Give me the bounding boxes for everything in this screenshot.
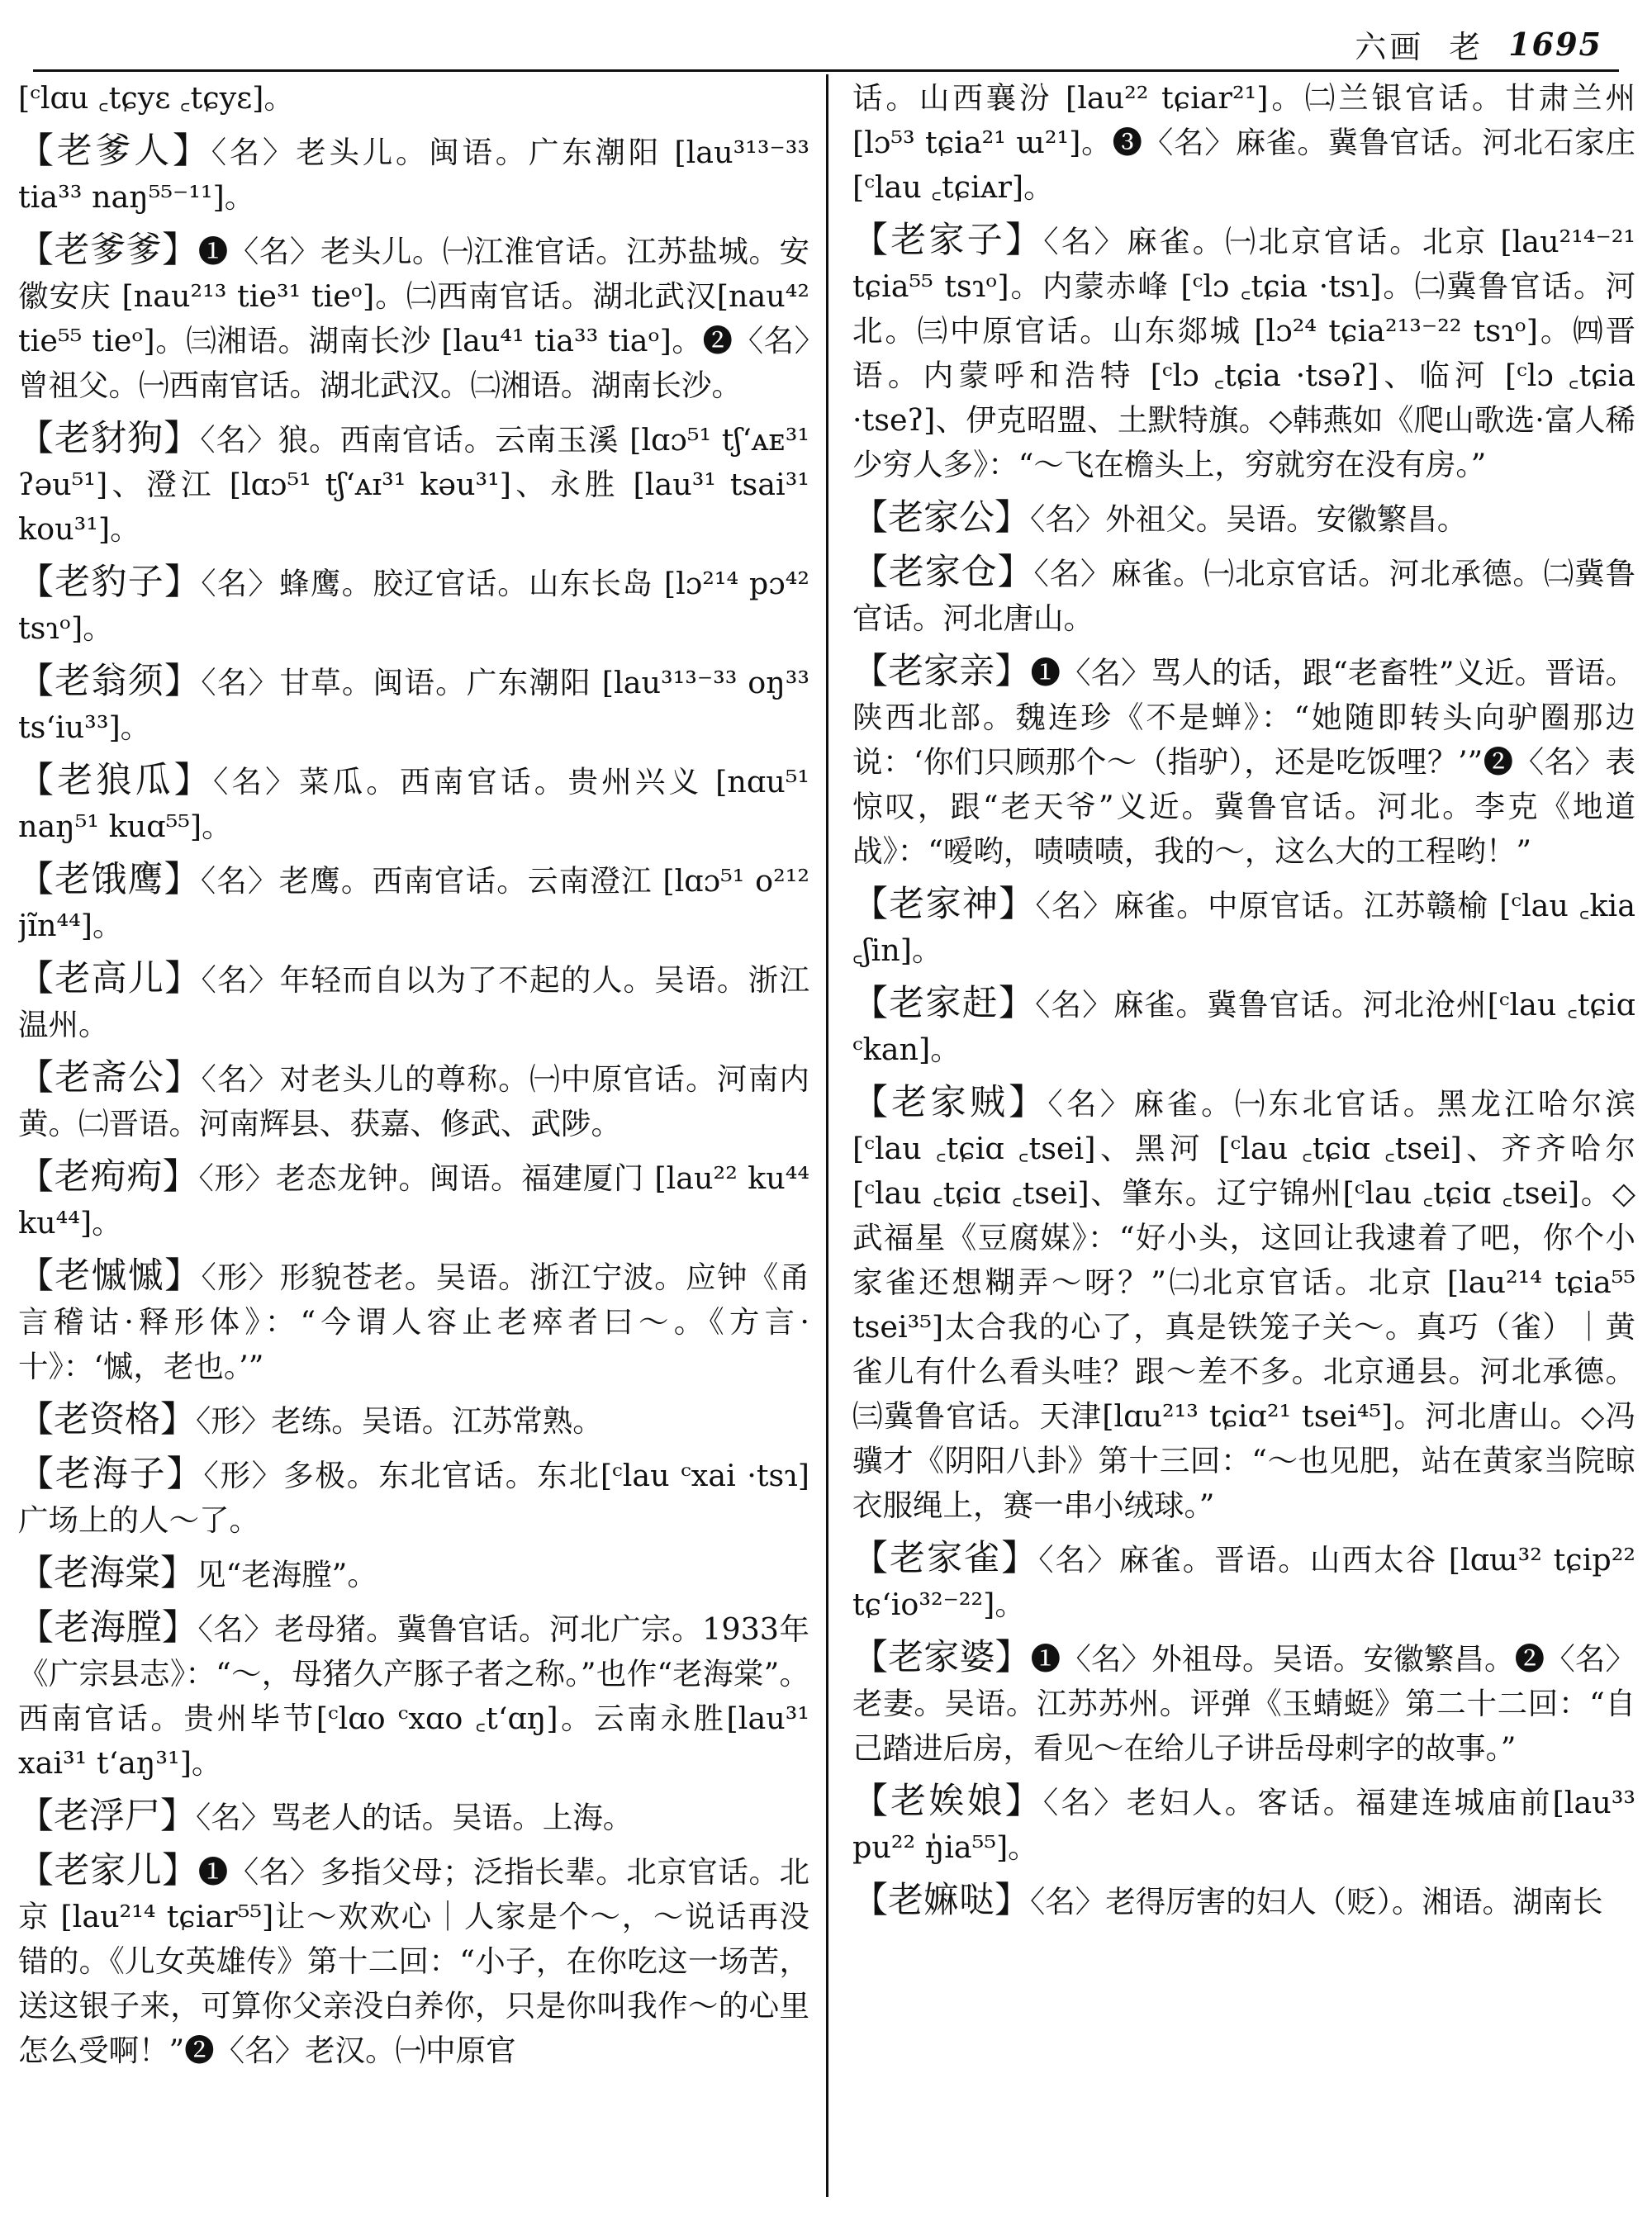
entry-headword: 【老资格】 (18, 1399, 196, 1440)
entry-headword: 【老家赶】 (852, 983, 1036, 1024)
entry-headword: 【老高儿】 (18, 958, 202, 999)
dictionary-entry (852, 496, 1635, 542)
entry-headword: 【老娭娘】 (852, 1781, 1043, 1822)
section-label: 六画 (1355, 28, 1425, 65)
entry-headword: 【老家仓】 (852, 552, 1034, 593)
entry-definition: 〈名〉麻雀。㈠北京官话。北京 [lau²¹⁴⁻²¹ tɕia⁵⁵ tsɿᵒ]。内蒙赤峰 [ᶜlɔ ꜀tɕia ·tsɿ]。㈡冀鲁官话。河北。㈢中原官话。山东郯城 [lɔ²⁴ tɕia²¹³⁻²² tsɿᵒ]。㈣晋语。内蒙呼和浩特 [ᶜlɔ ꜀tɕia ·tsəʔ]、临河 [ᶜlɔ ꜀tɕia ·tseʔ]、伊克昭盟、土默特旗。◇韩燕如《爬山歌选·富人稀少穷人多》：“～飞在檐头上，穷就穷在没有房。” (852, 224, 1635, 482)
dictionary-entry (852, 1536, 1635, 1627)
dictionary-entry (18, 129, 809, 220)
entry-headword: 【老海棠】 (18, 1553, 196, 1594)
dictionary-entry (18, 1397, 809, 1444)
entry-headword: 【老家婆】 (852, 1637, 1031, 1678)
entry-definition: 〈名〉老母猪。冀鲁官话。河北广宗。1933年《广宗县志》：“～，母猪久产豚子者之称。”也作“老海棠”。西南官话。贵州毕节[ᶜlɑo ᶜxɑo ꜀tʻɑŋ]。云南永胜[lau³¹ xai³¹ tʻaŋ³¹]。 (18, 1611, 809, 1781)
entry-headword: 【老海子】 (18, 1454, 204, 1495)
entry-headword: 【老家公】 (852, 497, 1030, 539)
dictionary-entry (852, 550, 1635, 641)
entry-definition: 话。山西襄汾 [lau²² tɕiar²¹]。㈡兰银官话。甘肃兰州 [lɔ⁵³ tɕia²¹ ɯ²¹]。❸〈名〉麻雀。冀鲁官话。河北石家庄 [ᶜlau ꜀tɕiᴀr]。 (852, 80, 1635, 205)
entry-definition: 〈形〉老态龙钟。闽语。福建厦门 [lau²² ku⁴⁴ ku⁴⁴]。 (18, 1160, 809, 1241)
entry-definition: 〈名〉对老头儿的尊称。㈠中原官话。河南内黄。㈡晋语。河南辉县、获嘉、修武、武陟。 (18, 1061, 809, 1141)
entry-definition: 〈形〉老练。吴语。江苏常熟。 (196, 1403, 603, 1439)
entry-definition: 见“老海膛”。 (196, 1557, 377, 1592)
entry-definition: 〈名〉年轻而自以为了不起的人。吴语。浙江温州。 (18, 962, 809, 1042)
entry-headword: 【老嫲哒】 (852, 1880, 1030, 1921)
entry-definition: 〈名〉麻雀。㈠北京官话。河北承德。㈡冀鲁官话。河北唐山。 (852, 556, 1635, 636)
dictionary-entry (18, 1254, 809, 1389)
dictionary-entry (18, 228, 809, 408)
entry-definition: ❶〈名〉骂人的话，跟“老畜牲”义近。晋语。陕西北部。魏连珍《不是蝉》：“她随即转头向驴圈那边说：‘你们只顾那个～（指驴），还是吃饭哩？’”❷〈名〉表惊叹，跟“老天爷”义近。冀鲁官话。河北。李克《地道战》：“嗳哟，啧啧啧，我的～，这么大的工程哟！” (852, 655, 1635, 869)
entry-headword: 【老斋公】 (18, 1057, 202, 1098)
header-character: 老 (1449, 28, 1484, 65)
right-column (852, 76, 1635, 2222)
entry-headword: 【老家雀】 (852, 1538, 1039, 1579)
entry-headword: 【老浮尸】 (18, 1796, 196, 1837)
dictionary-entry (18, 857, 809, 948)
dictionary-entry (18, 956, 809, 1047)
entry-definition: 〈名〉老头儿。闽语。广东潮阳 [lau³¹³⁻³³ tia³³ naŋ⁵⁵⁻¹¹]。 (18, 135, 809, 215)
dictionary-entry (18, 1452, 809, 1543)
entry-definition: 〈名〉骂老人的话。吴语。上海。 (196, 1800, 634, 1835)
dictionary-entry (18, 1551, 809, 1597)
dictionary-entry (18, 560, 809, 651)
entry-definition: 〈名〉外祖父。吴语。安徽繁昌。 (1030, 501, 1468, 537)
entry-definition: ❶〈名〉老头儿。㈠江淮官话。江苏盐城。安徽安庆 [nau²¹³ tie³¹ tieᵒ]。㈡西南官话。湖北武汉[nau⁴² tie⁵⁵ tieᵒ]。㈢湘语。湖南长沙 [lau⁴¹ tia³³ tiaᵒ]。❷〈名〉曾祖父。㈠西南官话。湖北武汉。㈡湘语。湖南长沙。 (18, 234, 809, 403)
dictionary-entry (852, 981, 1635, 1072)
dictionary-entry (18, 659, 809, 750)
entry-definition: 〈名〉菜瓜。西南官话。贵州兴义 [nɑu⁵¹ naŋ⁵¹ kuɑ⁵⁵]。 (18, 764, 809, 844)
page-number: 1695 (1508, 25, 1602, 63)
entry-definition: 〈名〉蜂鹰。胶辽官话。山东长岛 [lɔ²¹⁴ pɔ⁴² tsɿᵒ]。 (18, 566, 809, 646)
left-column (18, 76, 809, 2222)
dictionary-entry (852, 1635, 1635, 1771)
dictionary-entry (852, 76, 1635, 210)
dictionary-entry (852, 882, 1635, 973)
dictionary-entry (18, 1606, 809, 1786)
entry-headword: 【老家贼】 (852, 1082, 1048, 1123)
entry-headword: 【老家神】 (852, 884, 1036, 925)
entry-headword: 【老家儿】 (18, 1850, 198, 1891)
entry-headword: 【老海膛】 (18, 1607, 198, 1649)
entry-definition: 〈名〉麻雀。晋语。山西太谷 [lɑɯ³² tɕip²² tɕʻio³²⁻²²]。 (852, 1542, 1635, 1622)
entry-headword: 【老爹爹】 (18, 230, 198, 271)
dictionary-entry (18, 1794, 809, 1840)
dictionary-entry (18, 1848, 809, 2073)
dictionary-entry (18, 76, 809, 121)
header-rule (33, 69, 1619, 72)
entry-definition: 〈名〉麻雀。冀鲁官话。河北沧州[ᶜlau ꜀tɕiɑ ᶜkan]。 (852, 987, 1635, 1067)
dictionary-entry (18, 758, 809, 849)
dictionary-entry (18, 416, 809, 552)
entry-headword: 【老痀痀】 (18, 1156, 199, 1198)
entry-definition: [ᶜlɑu ꜀tɕyɛ ꜀tɕyɛ]。 (18, 80, 294, 116)
dictionary-entry (18, 1056, 809, 1146)
entry-headword: 【老家子】 (852, 220, 1044, 261)
entry-definition: 〈形〉多极。东北官话。东北[ᶜlau ᶜxai ·tsɿ] 广场上的人～了。 (18, 1458, 809, 1538)
entry-definition: 〈形〉形貌苍老。吴语。浙江宁波。应钟《甬言稽诂·释形体》：“今谓人容止老瘁者曰～。《方言·十》：‘慽，老也。’” (18, 1260, 809, 1384)
dictionary-entry (18, 1155, 809, 1245)
entry-definition: ❶〈名〉外祖母。吴语。安徽繁昌。❷〈名〉老妻。吴语。江苏苏州。评弹《玉蜻蜓》第二十二回：“自己踏进后房，看见～在给儿子讲岳母刺字的故事。” (852, 1641, 1635, 1766)
running-head (33, 15, 1602, 73)
entry-headword: 【老饿鹰】 (18, 859, 201, 900)
entry-headword: 【老豹子】 (18, 562, 202, 603)
entry-definition: 〈名〉麻雀。中原官话。江苏赣榆 [ᶜlau ꜀kia ꜀ʃin]。 (852, 888, 1635, 968)
dictionary-entry (852, 1080, 1635, 1528)
entry-definition: ❶〈名〉多指父母；泛指长辈。北京官话。北京 [lau²¹⁴ tɕiar⁵⁵]让～欢欢心｜人家是个～，～说话再没错的。《儿女英雄传》第十二回：“小子，在你吃这一场苦，送这银子来，可算你父亲没白养你，只是你叫我作～的心里怎么受啊！”❷〈名〉老汉。㈠中原官 (18, 1854, 809, 2068)
entry-headword: 【老慽慽】 (18, 1255, 202, 1297)
dictionary-entry (852, 218, 1635, 487)
entry-definition: 〈名〉狼。西南官话。云南玉溪 [lɑɔ⁵¹ tʃʻᴀᴇ³¹ ʔəu⁵¹]、澄江 [lɑɔ⁵¹ tʃʻᴀɪ³¹ kəu³¹]、永胜 [lau³¹ tsai³¹ kou³¹]。 (18, 422, 809, 547)
column-divider (826, 74, 828, 2197)
dictionary-entry (852, 649, 1635, 874)
entry-headword: 【老豺狗】 (18, 418, 201, 459)
entry-headword: 【老翁须】 (18, 661, 202, 702)
dictionary-entry (852, 1878, 1635, 1924)
entry-definition: 〈名〉老得厉害的妇人（贬）。湘语。湖南长 (1030, 1884, 1603, 1919)
entry-headword: 【老狼瓜】 (18, 760, 214, 801)
entry-definition: 〈名〉麻雀。㈠东北官话。黑龙江哈尔滨 [ᶜlau ꜀tɕiɑ ꜀tsei]、黑河 [ᶜlau ꜀tɕiɑ ꜀tsei]、齐齐哈尔[ᶜlau ꜀tɕiɑ ꜀tsei]、肇东。辽宁锦州[ᶜlau ꜀tɕiɑ ꜀tsei]。◇武福星《豆腐媒》：“好小头，这回让我逮着了吧，你个小家雀还想糊弄～呀？”㈡北京官话。北京 [lau²¹⁴ tɕia⁵⁵ tsei³⁵]太合我的心了，真是铁笼子关～。真巧（雀）｜黄雀儿有什么看头哇？跟～差不多。北京通县。河北承德。㈢冀鲁官话。天津[lɑu²¹³ tɕiɑ²¹ tsei⁴⁵]。河北唐山。◇冯骥才《阴阳八卦》第十三回：“～也见肥，站在黄家当院晾衣服绳上，赛一串小绒球。” (852, 1086, 1635, 1523)
entry-definition: 〈名〉老妇人。客话。福建连城庙前[lau³³ pu²² ŋ̍ia⁵⁵]。 (852, 1785, 1635, 1865)
entry-headword: 【老爹人】 (18, 130, 211, 172)
dictionary-entry (852, 1779, 1635, 1870)
entry-definition: 〈名〉甘草。闽语。广东潮阳 [lau³¹³⁻³³ oŋ³³ tsʻiu³³]。 (18, 665, 809, 745)
entry-definition: 〈名〉老鹰。西南官话。云南澄江 [lɑɔ⁵¹ o²¹² jĩn⁴⁴]。 (18, 863, 809, 943)
entry-headword: 【老家亲】 (852, 651, 1031, 692)
